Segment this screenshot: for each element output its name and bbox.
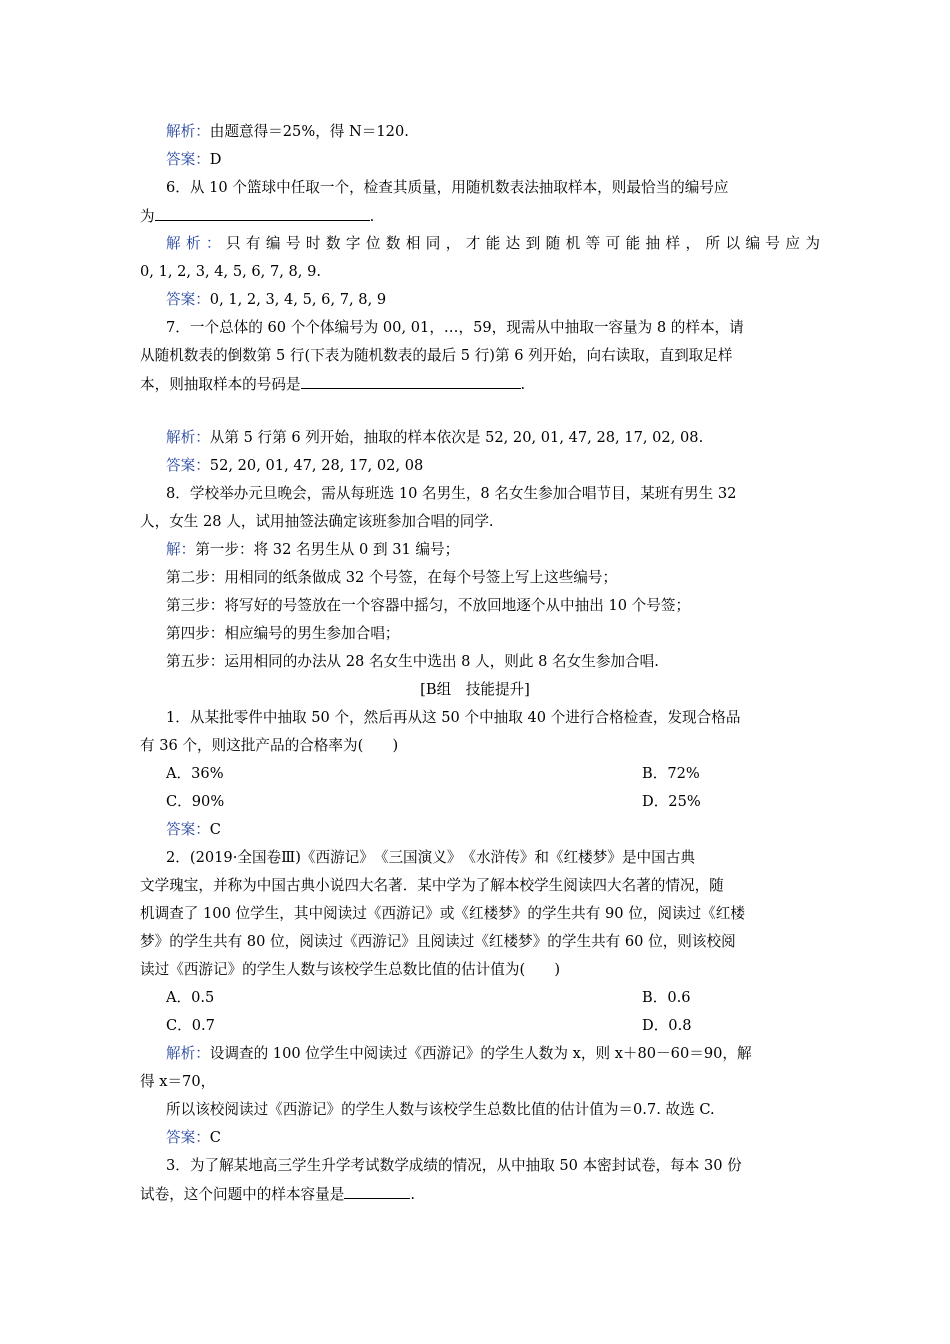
analysis-label: 解析： (166, 235, 226, 252)
analysis-label: 解析： (166, 1045, 210, 1062)
b2-options-row (166, 988, 846, 1008)
q5-answer (166, 150, 846, 170)
answer-text: D (209, 151, 222, 168)
b1-stem-line: 有 36 个，则这批产品的合格率为( ) (140, 737, 399, 754)
q6-stem-text: . (369, 208, 375, 225)
q8-solution-step (166, 540, 846, 560)
answer-label: 答案： (166, 151, 210, 168)
q7-stem-line (140, 374, 820, 395)
q7-analysis (166, 428, 846, 448)
answer-text: C (209, 821, 221, 838)
b2-stem-line: 读过《西游记》的学生人数与该校学生总数比值的估计值为( ) (140, 961, 561, 978)
option-b[interactable]: B．72% (642, 765, 700, 782)
answer-blank (301, 374, 521, 389)
q8-stem-line: 8．学校举办元旦晚会，需从每班选 10 名男生，8 名女生参加合唱节目，某班有男生 32 (166, 485, 737, 502)
b2-options-row (166, 1016, 846, 1036)
b2-stem-line: 文学瑰宝，并称为中国古典小说四大名著．某中学为了解本校学生阅读四大名著的情况，随 (140, 877, 724, 894)
q8-stem-line: 人，女生 28 人，试用抽签法确定该班参加合唱的同学. (140, 513, 494, 530)
q7-stem-line: 从随机数表的倒数第 5 行(下表为随机数表的最后 5 行)第 6 列开始，向右读取，直到取足样 (140, 347, 733, 364)
q6-answer (166, 290, 846, 310)
answer-blank (155, 206, 370, 221)
option-a[interactable]: A．36% (166, 765, 224, 782)
analysis-label: 解析： (166, 123, 210, 140)
b2-answer (166, 1128, 846, 1148)
q6-stem-text: 为 (140, 208, 155, 225)
q8-solution-step: 第二步：用相同的纸条做成 32 个号签，在每个号签上写上这些编号； (166, 569, 618, 586)
b1-options-row (166, 792, 846, 812)
b2-analysis-line: 得 x＝70， (140, 1073, 216, 1090)
q7-stem-text: 本，则抽取样本的号码是 (140, 376, 301, 393)
b3-stem-text: . (410, 1186, 415, 1203)
analysis-text: 由题意得＝25%，得 N＝120. (209, 123, 409, 140)
option-d[interactable]: D．0.8 (642, 1017, 692, 1034)
analysis-label: 解析： (166, 429, 210, 446)
answer-blank (344, 1184, 410, 1199)
section-heading: [B组 技能提升] (420, 681, 530, 698)
b2-analysis-line: 所以该校阅读过《西游记》的学生人数与该校学生总数比值的估计值为＝0.7. 故选 C. (166, 1101, 715, 1118)
b1-stem-line: 1．从某批零件中抽取 50 个，然后再从这 50 个中抽取 40 个进行合格检查，发现合格品 (166, 709, 741, 726)
q6-stem-line: 6．从 10 个篮球中任取一个，检查其质量，用随机数表法抽取样本，则最恰当的编号应 (166, 179, 729, 196)
answer-text: 52, 20, 01, 47, 28, 17, 02, 08 (209, 457, 424, 474)
answer-label: 答案： (166, 457, 210, 474)
b1-options-row (166, 764, 846, 784)
b2-stem-line: 梦》的学生共有 80 位，阅读过《西游记》且阅读过《红楼梦》的学生共有 60 位，则该校阅 (140, 933, 736, 950)
option-b[interactable]: B．0.6 (642, 989, 691, 1006)
solution-text: 第一步：将 32 名男生从 0 到 31 编号； (195, 541, 460, 558)
analysis-text: 只有编号时数字位数相同，才能达到随机等可能抽样，所以编号应为 (225, 235, 820, 252)
answer-text: 0, 1, 2, 3, 4, 5, 6, 7, 8, 9 (209, 291, 387, 308)
option-c[interactable]: C．90% (166, 793, 225, 810)
solution-label: 解： (166, 541, 196, 558)
b3-stem-line: 3．为了解某地高三学生升学考试数学成绩的情况，从中抽取 50 本密封试卷，每本 30 份 (166, 1157, 742, 1174)
option-a[interactable]: A．0.5 (166, 989, 215, 1006)
analysis-text: 设调查的 100 位学生中阅读过《西游记》的学生人数为 x，则 x＋80－60＝90，解 (209, 1045, 752, 1062)
b2-stem-line: 2．(2019·全国卷Ⅲ)《西游记》 《三国演义》 《水浒传》和《红楼梦》是中国古典 (166, 849, 695, 866)
q6-analysis-line: 0, 1, 2, 3, 4, 5, 6, 7, 8, 9. (140, 263, 321, 280)
q7-answer (166, 456, 846, 476)
q7-stem-text: . (520, 376, 526, 393)
q5-analysis (166, 122, 846, 142)
b3-stem-text: 试卷，这个问题中的样本容量是 (140, 1186, 345, 1203)
option-c[interactable]: C．0.7 (166, 1017, 215, 1034)
q6-analysis (166, 234, 820, 254)
answer-text: C (209, 1129, 221, 1146)
b2-stem-line: 机调查了 100 位学生，其中阅读过《西游记》或《红楼梦》的学生共有 90 位，阅读过《红楼 (140, 905, 745, 922)
option-d[interactable]: D．25% (642, 793, 701, 810)
q8-solution-step: 第三步：将写好的号签放在一个容器中摇匀，不放回地逐个从中抽出 10 个号签； (166, 597, 691, 614)
answer-label: 答案： (166, 821, 210, 838)
answer-label: 答案： (166, 1129, 210, 1146)
q6-stem-line (140, 206, 820, 227)
answer-label: 答案： (166, 291, 210, 308)
b2-analysis (166, 1044, 846, 1064)
q8-solution-step: 第四步：相应编号的男生参加合唱； (166, 625, 400, 642)
q7-stem-line: 7．一个总体的 60 个个体编号为 00, 01，…，59，现需从中抽取一容量为 8 的样本，请 (166, 319, 744, 336)
analysis-text: 从第 5 行第 6 列开始，抽取的样本依次是 52, 20, 01, 47, 28, 17, 02, 08. (209, 429, 704, 446)
b3-stem-line (140, 1184, 820, 1205)
b1-answer (166, 820, 846, 840)
q8-solution-step: 第五步：运用相同的办法从 28 名女生中选出 8 人，则此 8 名女生参加合唱. (166, 653, 659, 670)
